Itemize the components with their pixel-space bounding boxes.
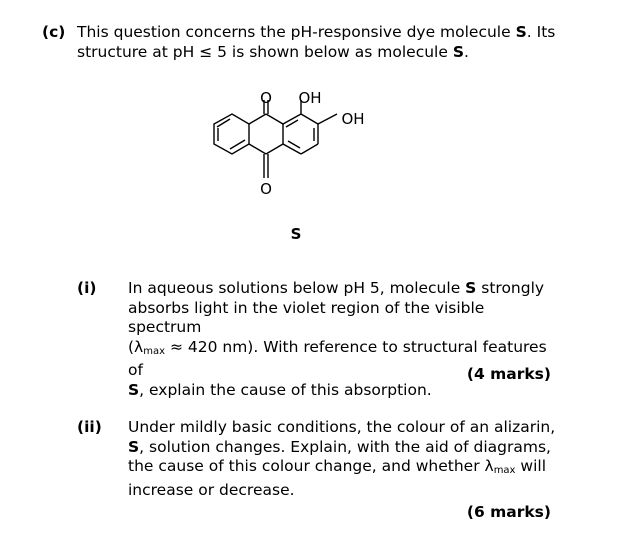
anthraquinone-skeleton <box>214 100 337 178</box>
bond <box>249 144 266 154</box>
text: will <box>515 457 547 475</box>
text: structure at pH ≤ 5 is shown below as molecule <box>77 43 453 61</box>
text: , explain the cause of this absorption. <box>139 380 432 399</box>
text: . <box>464 43 469 61</box>
part-i-line-2: absorbs light in the violet region of the visible spectrum <box>128 298 485 336</box>
molecule-ref: S <box>128 437 140 456</box>
part-ii-line-4: increase or decrease. <box>128 480 295 499</box>
part-ii-label: (ii) <box>77 418 102 436</box>
bond <box>266 144 283 154</box>
atom-o-top: O <box>260 89 272 107</box>
part-ii-text <box>128 418 558 500</box>
atom-oh-right: OH <box>341 110 365 128</box>
text: In aqueous solutions below pH 5, molecule <box>128 279 466 297</box>
part-c-label: (c) <box>42 23 66 41</box>
subscript: max <box>143 345 166 357</box>
molecule-ref: S <box>128 380 140 399</box>
bond <box>266 114 283 124</box>
bond <box>283 114 301 124</box>
subscript: max <box>493 465 516 476</box>
text: ≈ 420 nm). With reference to structural features of <box>128 337 547 379</box>
double-bond <box>288 141 300 148</box>
text: (λ <box>128 337 144 356</box>
double-bond <box>217 119 230 127</box>
text: This question concerns the pH-responsive dye molecule <box>77 23 516 41</box>
bond <box>249 114 266 124</box>
molecule-label: S <box>290 225 302 243</box>
text: , solution changes. Explain, with the aid of diagrams, <box>139 437 551 456</box>
text: the cause of this colour change, and whether λ <box>128 457 494 475</box>
molecule-structure <box>0 0 630 250</box>
hydroxyl-bond <box>318 114 337 124</box>
bond <box>301 144 318 154</box>
part-ii-marks: (6 marks) <box>466 503 551 521</box>
bond <box>283 144 301 154</box>
part-ii-line-3 <box>128 457 558 481</box>
text: . Its <box>526 23 556 41</box>
molecule-ref: S <box>515 23 527 41</box>
part-i-label: (i) <box>77 279 97 297</box>
part-i-marks: (4 marks) <box>466 365 551 383</box>
part-i-line-1 <box>128 279 558 299</box>
bond <box>301 114 318 124</box>
atom-o-bottom: O <box>260 180 272 198</box>
part-ii-line-1: Under mildly basic conditions, the colour of an alizarin, <box>128 418 556 436</box>
molecule-ref: S <box>452 43 464 61</box>
text: strongly <box>476 279 545 297</box>
atom-oh-top: OH <box>298 89 322 107</box>
part-ii-line-2 <box>128 438 558 458</box>
molecule-ref: S <box>465 279 477 297</box>
